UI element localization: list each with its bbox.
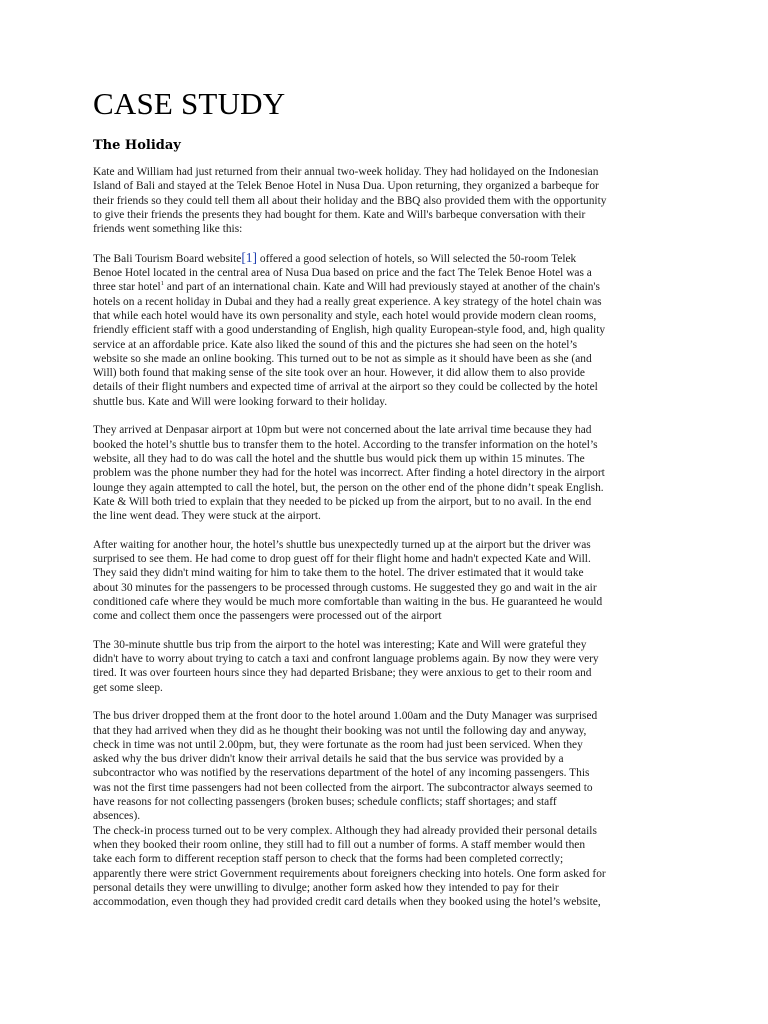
text-line: about 30 minutes for the passengers to be processed through customs. He suggested they go and wait in the air — [93, 581, 597, 594]
text-line: hotels on a recent holiday in Dubai and they had a really great experience. A key strategy of the hotel chain was — [93, 295, 602, 308]
paragraph-intro — [93, 165, 675, 236]
text-line: details of their flight numbers and expected time of arrival at the airport so they could be collected by the hotel — [93, 381, 598, 394]
text-line: The check-in process turned out to be very complex. Although they had already provided their personal details — [93, 824, 597, 837]
paragraph-hotel-arrival — [93, 709, 675, 823]
text-line — [93, 280, 675, 294]
footnote-marker: 1 — [160, 280, 164, 288]
text-line: come and collect them once the passengers were processed out of the airport — [93, 610, 442, 623]
text-line: friends went something like this: — [93, 223, 243, 236]
document-body — [93, 165, 675, 909]
text-line: tired. It was over fourteen hours since they had departed Brisbane; they were anxious to get to their room and — [93, 667, 592, 680]
text-line: They arrived at Denpasar airport at 10pm but were not concerned about the late arrival time because they had — [93, 424, 592, 437]
paragraph-booking — [93, 251, 675, 409]
paragraph-check-in — [93, 824, 675, 910]
paragraph-trip — [93, 638, 675, 695]
text-fragment: offered a good selection of hotels, so Will selected the 50-room Telek — [257, 252, 577, 265]
text-line: when they booked their room online, they still had to fill out a number of forms. A staff member would then — [93, 838, 586, 851]
text-line: that they had arrived when they did as he thought their booking was not until the following day and anyway, — [93, 724, 587, 737]
text-line: to give their friends the presents they had bought for them. Kate and Will's barbeque conversation with their — [93, 208, 586, 221]
text-line: subcontractor who was notified by the reservations department of the hotel of any incoming passengers. This — [93, 767, 590, 780]
text-line: Kate & Will both tried to explain that they needed to be picked up from the airport, but to no avail. In the end — [93, 495, 592, 508]
text-fragment: and part of an international chain. Kate and Will had previously stayed at another of the chain's — [163, 281, 600, 294]
text-line: asked why the bus driver didn't know their arrival details he said that the bus service was provided by a — [93, 753, 564, 766]
text-line: their friends so they could tell them all about their holiday and the BBQ also provided them with the opportunity — [93, 194, 607, 207]
text-line: They said they didn't mind waiting for him to take them to the hotel. The driver estimated that it would take — [93, 567, 584, 580]
text-line: check in time was not until 2.00pm, but, they were fortunate as the room had just been serviced. When they — [93, 738, 583, 751]
section-subtitle: The Holiday — [93, 138, 181, 153]
text-line: shuttle bus. Kate and Will were looking forward to their holiday. — [93, 395, 388, 408]
footnote-link[interactable]: [1] — [241, 249, 258, 265]
text-line: take each form to different reception staff person to check that the forms had been completed correctly; — [93, 853, 564, 866]
text-line: didn't have to worry about trying to catch a taxi and confront language problems again. By now they were very — [93, 653, 599, 666]
text-line — [93, 251, 675, 266]
text-line: surprised to see them. He had come to drop guest off for their flight home and hadn't expected Kate and Will. — [93, 553, 591, 566]
text-line: get some sleep. — [93, 681, 163, 694]
text-line: The bus driver dropped them at the front door to the hotel around 1.00am and the Duty Manager was surprised — [93, 710, 598, 723]
text-line: Island of Bali and stayed at the Telek Benoe Hotel in Nusa Dua. Upon returning, they organized a barbeque for — [93, 180, 599, 193]
text-line: booked the hotel’s shuttle bus to transfer them to the hotel. According to the transfer information on the hotel’s — [93, 438, 598, 451]
text-fragment: three star hotel — [93, 281, 161, 294]
text-line: the line went dead. They were stuck at the airport. — [93, 510, 321, 523]
text-line: Benoe Hotel located in the central area of Nusa Dua based on price and the fact The Telek Benoe Hotel was a — [93, 267, 592, 280]
text-line: accommodation, even though they had provided credit card details when they booked using the hotel’s website, — [93, 896, 601, 909]
text-line: was not the first time passengers had not been collected from the airport. The subcontractor always seemed to — [93, 781, 593, 794]
text-line: apparently there were strict Government requirements about foreigners checking into hotels. One form asked for — [93, 867, 606, 880]
text-line: conditioned cafe where they would be much more comfortable than waiting in the bus. He guaranteed he would — [93, 595, 603, 608]
text-line: problem was the phone number they had for the hotel was incorrect. After finding a hotel directory in the airport — [93, 467, 605, 480]
text-line: personal details they were unwilling to divulge; another form asked how they intended to pay for their — [93, 881, 559, 894]
text-line: service at an affordable price. Kate also liked the sound of this and the pictures she had seen on the hotel’s — [93, 338, 578, 351]
text-line: Will) both found that making sense of the site took over an hour. However, it did allow them to also provide — [93, 367, 585, 380]
paragraph-shuttle — [93, 538, 675, 624]
text-line: The 30-minute shuttle bus trip from the airport to the hotel was interesting; Kate and Will were grateful they — [93, 638, 587, 651]
text-line: After waiting for another hour, the hotel’s shuttle bus unexpectedly turned up at the airport but the driver was — [93, 538, 591, 551]
paragraph-arrival — [93, 423, 675, 523]
text-line: website so she made an online booking. This turned out to be not as simple as it should have been as she (and — [93, 352, 592, 365]
text-fragment: The Bali Tourism Board website — [93, 252, 242, 265]
text-line: website, all they had to do was call the hotel and the shuttle bus would pick them up within 15 minutes. The — [93, 452, 585, 465]
text-line: lounge they again attempted to call the hotel, but, the person on the other end of the phone didn’t speak English. — [93, 481, 604, 494]
text-line: have reasons for not collecting passengers (broken buses; schedule conflicts; staff shortages; and staff — [93, 796, 557, 809]
text-line: Kate and William had just returned from their annual two-week holiday. They had holidayed on the Indonesian — [93, 166, 599, 178]
text-line: that while each hotel would have its own personality and style, each hotel would provide modern clean rooms, — [93, 309, 597, 322]
page-title: CASE STUDY — [93, 86, 286, 121]
text-line: friendly efficient staff with a good understanding of English, high quality European-style food, and, high quality — [93, 324, 606, 337]
text-line: absences). — [93, 810, 141, 823]
